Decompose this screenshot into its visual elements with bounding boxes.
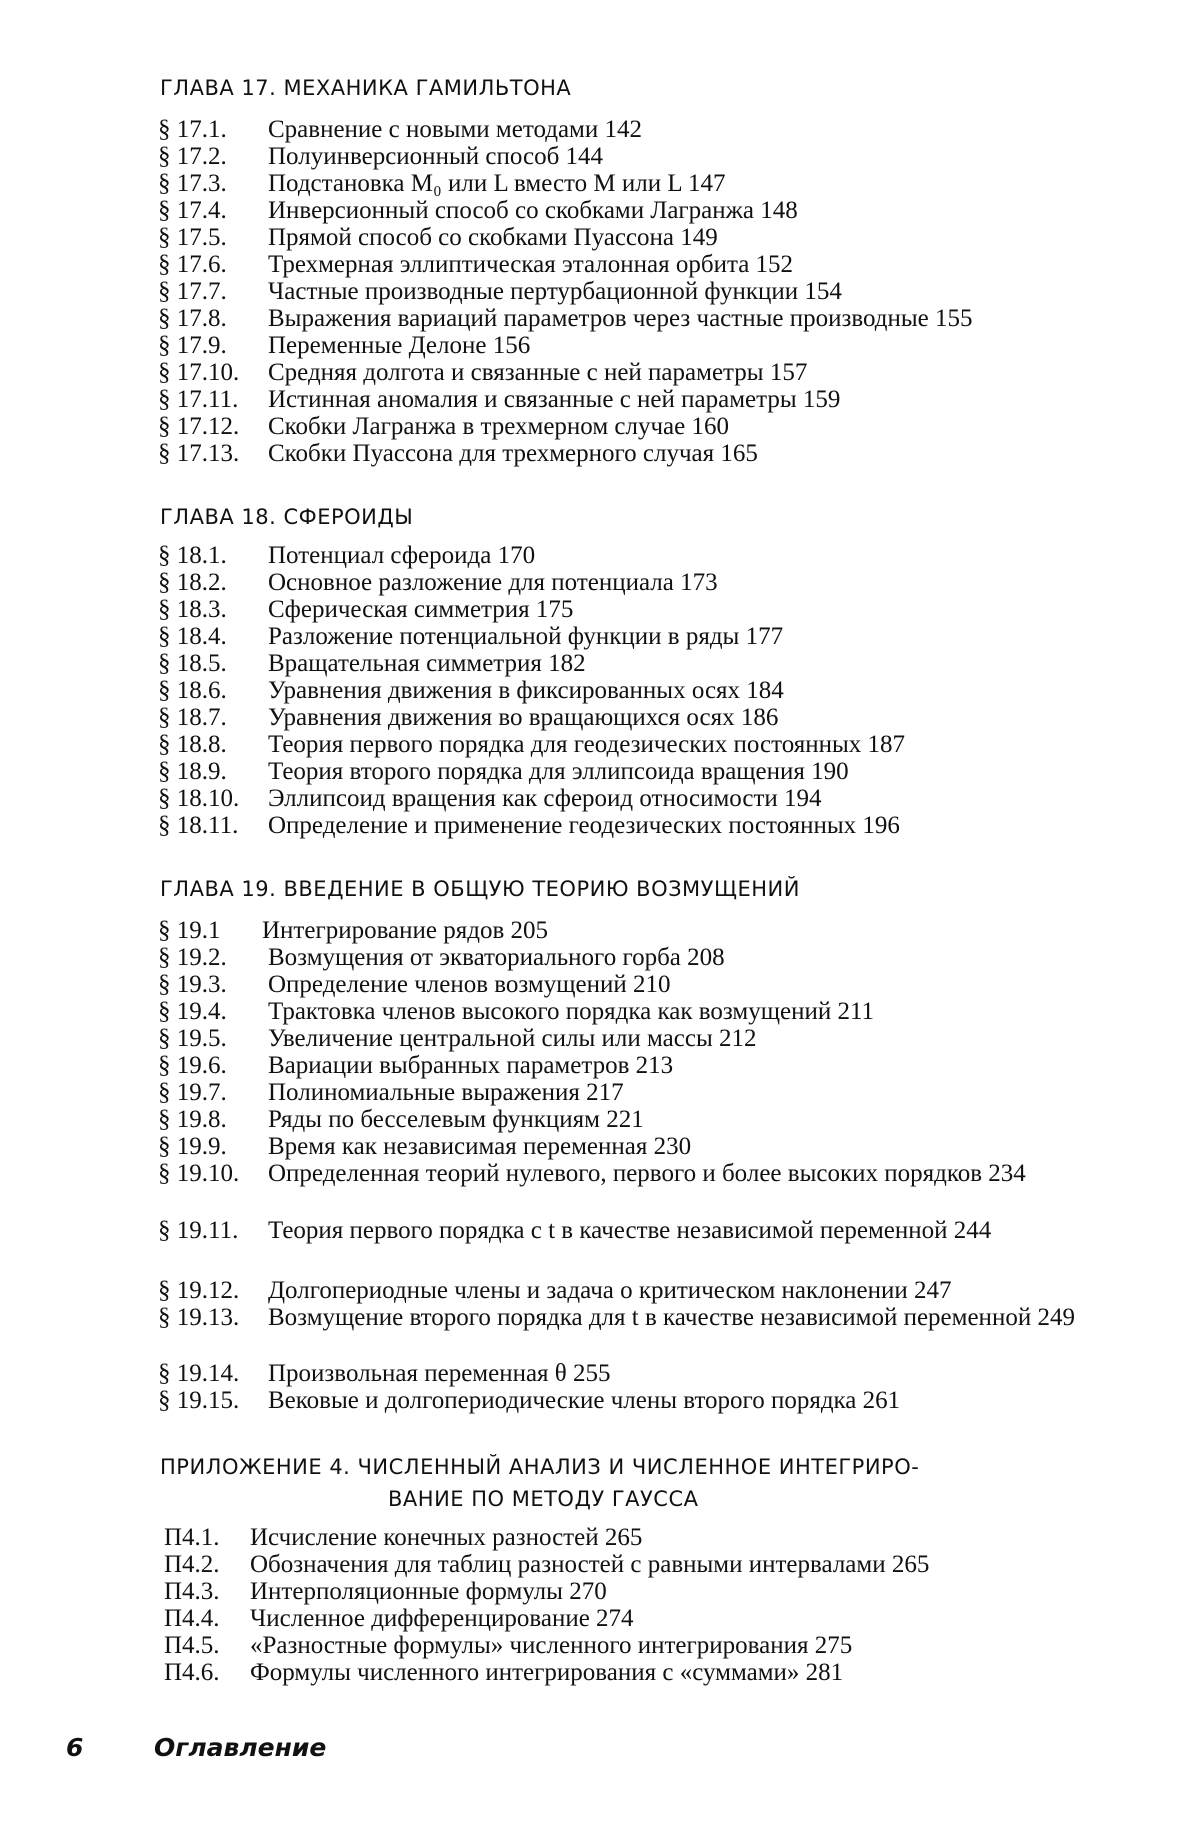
toc-entry (158, 170, 1128, 197)
toc-entry (158, 1277, 1128, 1304)
section-number: § 18.3. (158, 596, 227, 623)
section-number: § 19.1 (158, 917, 221, 944)
toc-entry (158, 1217, 1128, 1271)
toc-entry (158, 1304, 1128, 1358)
section-title: Интерполяционные формулы 270 (250, 1578, 607, 1605)
chapter-title: ГЛАВА 17. МЕХАНИКА ГАМИЛЬТОНА (160, 76, 572, 100)
toc-entry (158, 1551, 1128, 1578)
section-title: Формулы численного интегрирования с «суммами» 281 (250, 1659, 844, 1686)
section-title: Теория первого порядка для геодезических постоянных 187 (268, 731, 906, 758)
section-number: § 17.3. (158, 170, 227, 197)
section-number: § 19.9. (158, 1133, 227, 1160)
section-number: § 18.4. (158, 623, 227, 650)
section-title: Выражения вариаций параметров через частные производные 155 (268, 305, 973, 332)
section-number: § 19.13. (158, 1304, 240, 1331)
section-title: Эллипсоид вращения как сфероид относимости 194 (268, 785, 822, 812)
section-title: Скобки Пуассона для трехмерного случая 165 (268, 440, 758, 467)
toc-entry (158, 1360, 1128, 1387)
section-title: Уравнения движения в фиксированных осях 184 (268, 677, 784, 704)
toc-entry (158, 596, 1128, 623)
section-title: Определение и применение геодезических постоянных 196 (268, 812, 900, 839)
chapter-title: ГЛАВА 18. СФЕРОИДЫ (160, 505, 414, 529)
section-title: Трактовка членов высокого порядка как возмущений 211 (268, 998, 875, 1025)
section-number: § 19.15. (158, 1387, 240, 1414)
section-title: Численное дифференцирование 274 (250, 1605, 634, 1632)
page-number: 6 (66, 1733, 84, 1762)
toc-entry (158, 1079, 1128, 1106)
section-title: Возмущение второго порядка для t в качестве независимой переменной 249 (268, 1304, 1075, 1331)
toc-entry (158, 1106, 1128, 1133)
section-title: Средняя долгота и связанные с ней параметры 157 (268, 359, 808, 386)
section-title: Уравнения движения во вращающихся осях 186 (268, 704, 779, 731)
toc-entry (158, 1052, 1128, 1079)
toc-entry (158, 1524, 1128, 1551)
toc-entry (158, 278, 1128, 305)
appendix-title-line-1: ПРИЛОЖЕНИЕ 4. ЧИСЛЕННЫЙ АНАЛИЗ И ЧИСЛЕННОЕ ИНТЕГРИРО- (160, 1455, 920, 1479)
section-number: § 19.2. (158, 944, 227, 971)
toc-entry (158, 224, 1128, 251)
toc-entry (158, 197, 1128, 224)
toc-entry (158, 143, 1128, 170)
section-number: П4.4. (164, 1605, 220, 1632)
toc-entry (158, 1578, 1128, 1605)
toc-entry (158, 569, 1128, 596)
toc-entry (158, 731, 1128, 758)
section-number: П4.3. (164, 1578, 220, 1605)
toc-entry (158, 1387, 1128, 1414)
toc-entry (158, 386, 1128, 413)
section-number: § 19.10. (158, 1160, 240, 1187)
section-title: Разложение потенциальной функции в ряды 177 (268, 623, 784, 650)
section-title: Интегрирование рядов 205 (262, 917, 549, 944)
toc-entry (158, 944, 1128, 971)
section-number: § 19.12. (158, 1277, 240, 1304)
section-number: § 19.5. (158, 1025, 227, 1052)
section-number: § 18.10. (158, 785, 240, 812)
section-title: Частные производные пертурбационной функции 154 (268, 278, 842, 305)
section-number: П4.2. (164, 1551, 220, 1578)
section-title: Подстановка M₀ или L вместо M или L 147 (268, 170, 726, 197)
toc-entry (158, 971, 1128, 998)
section-number: § 17.11. (158, 386, 239, 413)
section-title: Сферическая симметрия 175 (268, 596, 574, 623)
section-title: Трехмерная эллиптическая эталонная орбита 152 (268, 251, 794, 278)
toc-entry (158, 650, 1128, 677)
section-number: § 19.14. (158, 1360, 240, 1387)
section-number: § 19.11. (158, 1217, 239, 1244)
section-title: Потенциал сфероида 170 (268, 542, 536, 569)
section-number: § 17.6. (158, 251, 227, 278)
section-number: П4.1. (164, 1524, 220, 1551)
section-title: Полуинверсионный способ 144 (268, 143, 604, 170)
toc-entry (158, 332, 1128, 359)
toc-entry (158, 359, 1128, 386)
section-number: § 17.12. (158, 413, 240, 440)
section-title: Вековые и долгопериодические члены второго порядка 261 (268, 1387, 901, 1414)
toc-entry (158, 1160, 1128, 1214)
section-number: § 18.9. (158, 758, 227, 785)
section-number: § 17.1. (158, 116, 227, 143)
section-title: Полиномиальные выражения 217 (268, 1079, 624, 1106)
toc-entry (158, 812, 1128, 839)
section-number: § 18.5. (158, 650, 227, 677)
section-title: Определенная теорий нулевого, первого и более высоких порядков 234 (268, 1160, 1026, 1187)
toc-entry (158, 1025, 1128, 1052)
section-title: Переменные Делоне 156 (268, 332, 531, 359)
section-number: § 17.8. (158, 305, 227, 332)
section-number: § 17.13. (158, 440, 240, 467)
toc-entry (158, 1632, 1128, 1659)
section-number: § 18.2. (158, 569, 227, 596)
section-number: § 19.8. (158, 1106, 227, 1133)
section-title: Увеличение центральной силы или массы 212 (268, 1025, 757, 1052)
section-title: Прямой способ со скобками Пуассона 149 (268, 224, 718, 251)
section-title: Произвольная переменная θ 255 (268, 1360, 611, 1387)
section-number: § 19.6. (158, 1052, 227, 1079)
toc-entry (158, 542, 1128, 569)
section-title: Обозначения для таблиц разностей с равными интервалами 265 (250, 1551, 930, 1578)
section-number: § 18.6. (158, 677, 227, 704)
section-number: П4.6. (164, 1659, 220, 1686)
section-title: Исчисление конечных разностей 265 (250, 1524, 643, 1551)
section-title: Вариации выбранных параметров 213 (268, 1052, 674, 1079)
section-number: § 18.7. (158, 704, 227, 731)
section-title: Скобки Лагранжа в трехмерном случае 160 (268, 413, 729, 440)
toc-entry (158, 704, 1128, 731)
toc-entry (158, 251, 1128, 278)
section-title: Сравнение с новыми методами 142 (268, 116, 642, 143)
section-title: Вращательная симметрия 182 (268, 650, 586, 677)
section-title: Возмущения от экваториального горба 208 (268, 944, 725, 971)
appendix-title-line-2: ВАНИЕ ПО МЕТОДУ ГАУССА (388, 1487, 699, 1511)
section-title: Теория первого порядка с t в качестве независимой переменной 244 (268, 1217, 992, 1244)
toc-entry (158, 623, 1128, 650)
section-number: § 17.2. (158, 143, 227, 170)
section-number: § 17.9. (158, 332, 227, 359)
toc-entry (158, 1133, 1128, 1160)
toc-entry (158, 116, 1128, 143)
toc-entry (158, 917, 1128, 944)
section-number: § 19.4. (158, 998, 227, 1025)
section-number: § 17.10. (158, 359, 240, 386)
toc-entry (158, 677, 1128, 704)
section-title: Истинная аномалия и связанные с ней параметры 159 (268, 386, 841, 413)
section-title: Определение членов возмущений 210 (268, 971, 671, 998)
toc-entry (158, 1605, 1128, 1632)
toc-entry (158, 998, 1128, 1025)
section-title: Теория второго порядка для эллипсоида вращения 190 (268, 758, 849, 785)
section-number: § 18.11. (158, 812, 239, 839)
toc-entry (158, 1659, 1128, 1686)
section-number: § 19.7. (158, 1079, 227, 1106)
section-title: «Разностные формулы» численного интегрирования 275 (250, 1632, 853, 1659)
section-number: § 17.5. (158, 224, 227, 251)
section-number: § 18.8. (158, 731, 227, 758)
section-number: § 17.7. (158, 278, 227, 305)
section-title: Долгопериодные члены и задача о критическом наклонении 247 (268, 1277, 952, 1304)
toc-entry (158, 440, 1128, 467)
section-title: Время как независимая переменная 230 (268, 1133, 692, 1160)
toc-entry (158, 785, 1128, 812)
running-title: Оглавление (154, 1733, 327, 1762)
section-title: Ряды по бесселевым функциям 221 (268, 1106, 644, 1133)
section-number: § 19.3. (158, 971, 227, 998)
section-number: § 17.4. (158, 197, 227, 224)
toc-entry (158, 758, 1128, 785)
section-title: Основное разложение для потенциала 173 (268, 569, 718, 596)
toc-entry (158, 305, 1128, 332)
section-title: Инверсионный способ со скобками Лагранжа 148 (268, 197, 798, 224)
section-number: П4.5. (164, 1632, 220, 1659)
chapter-title: ГЛАВА 19. ВВЕДЕНИЕ В ОБЩУЮ ТЕОРИЮ ВОЗМУЩЕНИЙ (160, 877, 800, 901)
section-number: § 18.1. (158, 542, 227, 569)
toc-entry (158, 413, 1128, 440)
